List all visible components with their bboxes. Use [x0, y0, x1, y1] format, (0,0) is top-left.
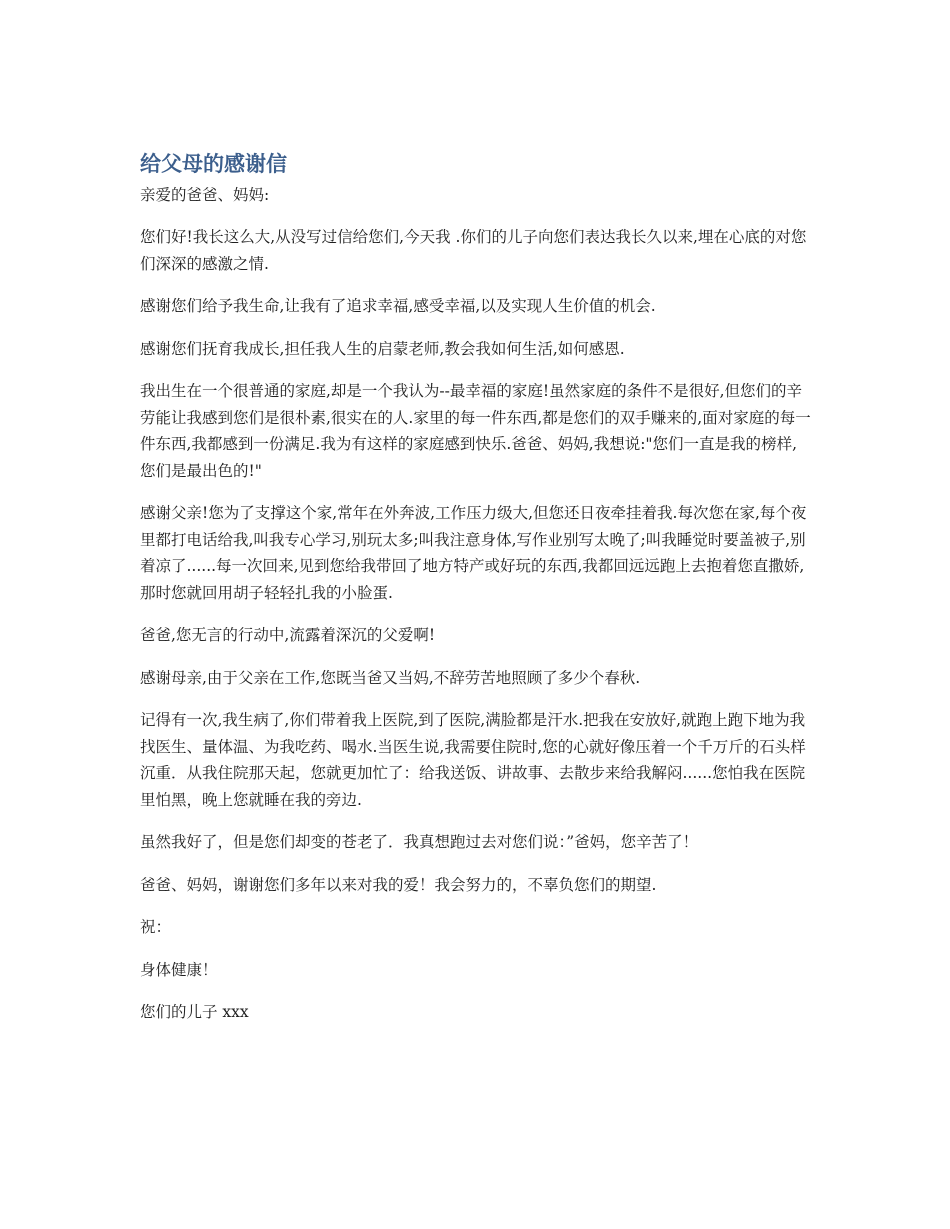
- document-title: 给父母的感谢信: [140, 152, 287, 176]
- letter-greeting: 亲爱的爸爸、妈妈:: [140, 186, 270, 204]
- paragraph-thanks-mother: 感谢母亲,由于父亲在工作,您既当爸又当妈,不辞劳苦地照顾了多少个春秋.: [140, 668, 641, 687]
- paragraph-parents-aged: 虽然我好了，但是您们却变的苍老了．我真想跑过去对您们说：”爸妈，您辛苦了！: [140, 833, 699, 851]
- paragraph-hospital-memory: 记得有一次,我生病了,你们带着我上医院,到了医院,满脸都是汗水.把我在安放好,就跑上跑下地为我找医生、量体温、为我吃药、喝水.当医生说,我需要住院时,您的心就好像压着一个千万斤的石头样沉重．从我住院那天起，您就更加忙了：给我送饭、讲故事、去散步来给我解闷......您怕我在医院里怕黑，晚上您就睡在我的旁边.: [140, 711, 806, 809]
- letter-body: [140, 150, 812, 1042]
- signature: 您们的儿子 xxx: [140, 1003, 249, 1021]
- paragraph-family: 我出生在一个很普通的家庭,却是一个我认为--最幸福的家庭!虽然家庭的条件不是很好,但您们的辛劳能让我感到您们是很朴素,很实在的人.家里的每一件东西,都是您们的双手赚来的,面对家庭的每一件东西,我都感到一份满足.我为有这样的家庭感到快乐.爸爸、妈妈,我想说:"您们一直是我的榜样,您们是最出色的!": [140, 382, 811, 480]
- closing-wish: 身体健康！: [140, 960, 218, 979]
- paragraph-thanks-father: 感谢父亲!您为了支撑这个家,常年在外奔波,工作压力级大,但您还日夜牵挂着我.每次您在家,每个夜里都打电话给我,叫我专心学习,别玩太多;叫我注意身体,写作业别写太晚了;叫我睡觉时要盖被子,别着凉了......每一次回来,见到您给我带回了地方特产或好玩的东西,我都回远远跑上去抱着您直撒娇,那时您就回用胡子轻轻扎我的小脸蛋.: [140, 504, 807, 602]
- paragraph-father-love: 爸爸,您无言的行动中,流露着深沉的父爱啊!: [140, 626, 436, 644]
- paragraph-gratitude: 爸爸、妈妈，谢谢您们多年以来对我的爱！我会努力的，不辜负您们的期望.: [140, 875, 657, 894]
- closing-wish-label: 祝：: [140, 918, 172, 936]
- paragraph-opening: 您们好!我长这么大,从没写过信给您们,今天我 .你们的儿子向您们表达我长久以来,埋在心底的对您们深深的感激之情.: [140, 228, 807, 273]
- paragraph-thanks-life: 感谢您们给予我生命,让我有了追求幸福,感受幸福,以及实现人生价值的机会.: [140, 297, 656, 315]
- paragraph-thanks-upbringing: 感谢您们抚育我成长,担任我人生的启蒙老师,教会我如何生活,如何感恩.: [140, 339, 625, 358]
